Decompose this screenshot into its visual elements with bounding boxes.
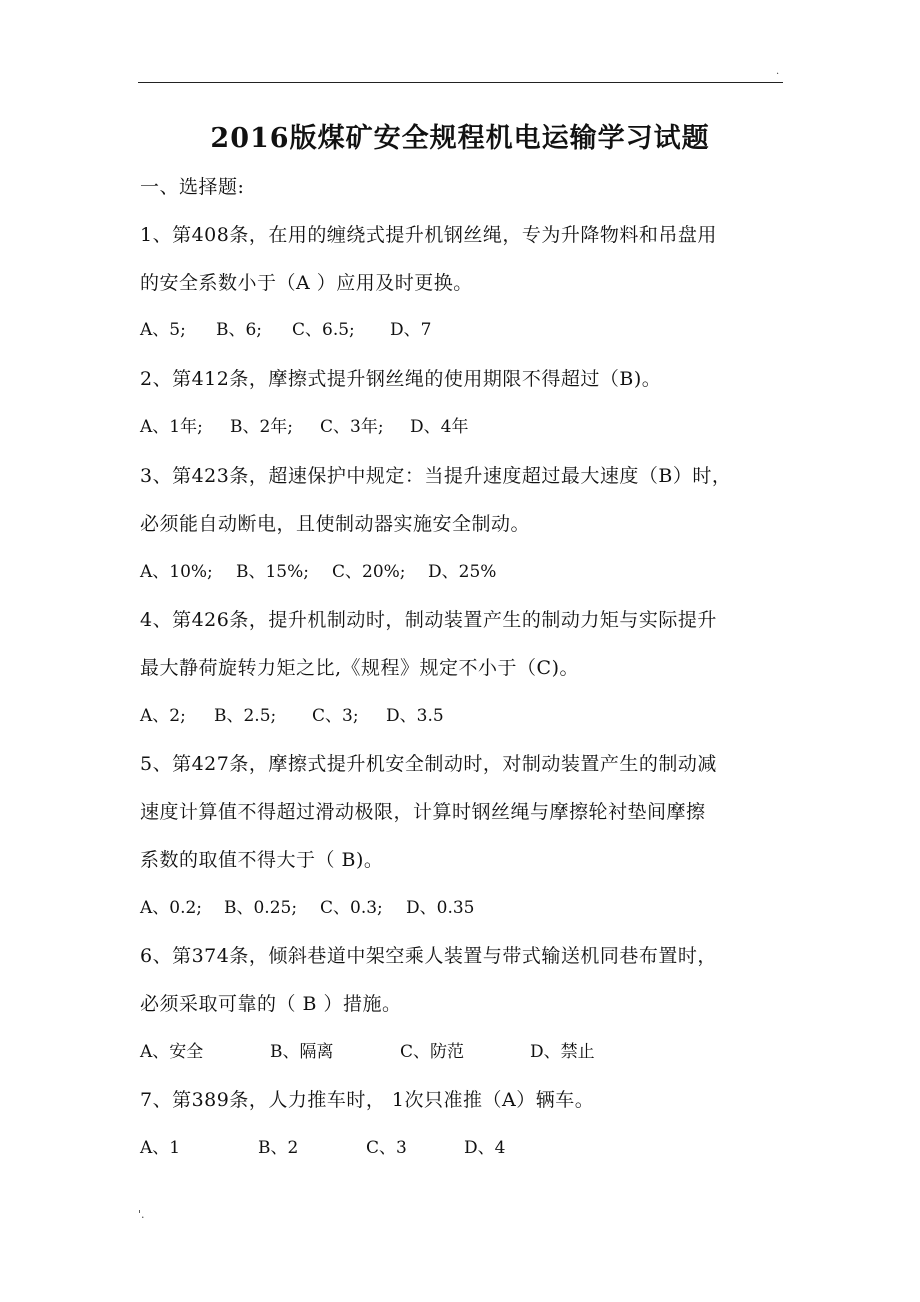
document-title: 2016版煤矿安全规程机电运输学习试题 [210,123,710,154]
question-1-line-2: 的安全系数小于（A ）应用及时更换。 [140,272,473,294]
question-5-options [140,895,474,921]
question-4-options [140,703,444,729]
header-rule [138,82,783,83]
option-b: B、6; [216,320,263,340]
option-b: B、15%; [236,562,310,582]
option-d: D、0.35 [406,898,475,918]
option-d: D、3.5 [386,706,444,726]
option-d: D、4年 [410,417,469,437]
question-6-line-2: 必须采取可靠的（ B ）措施。 [140,993,402,1015]
option-b: B、2 [258,1138,299,1158]
option-c: C、3年; [320,417,384,437]
option-b: B、0.25; [224,898,298,918]
footer-mark: '. [138,1208,145,1221]
question-1-options [140,317,431,343]
option-a: A、1 [140,1138,181,1158]
question-2-line-1: 2、第412条，摩擦式提升钢丝绳的使用期限不得超过（B)。 [140,368,662,390]
option-a: A、安全 [140,1042,204,1062]
question-3-line-1: 3、第423条，超速保护中规定：当提升速度超过最大速度（B）时， [140,465,732,487]
question-4-line-1: 4、第426条，提升机制动时，制动装置产生的制动力矩与实际提升 [140,609,717,631]
option-a: A、5; [140,320,186,340]
option-b: B、隔离 [270,1042,334,1062]
option-c: C、防范 [400,1042,465,1062]
option-b: B、2年; [230,417,294,437]
question-3-options [140,559,496,585]
option-a: A、10%; [140,562,213,582]
option-a: A、1年; [140,417,203,437]
question-6-line-1: 6、第374条，倾斜巷道中架空乘人装置与带式输送机同巷布置时， [140,945,717,967]
question-3-line-2: 必须能自动断电，且使制动器实施安全制动。 [140,513,531,535]
question-5-line-1: 5、第427条，摩擦式提升机安全制动时，对制动装置产生的制动减 [140,753,717,775]
question-7-options [140,1135,505,1161]
option-d: D、禁止 [530,1042,595,1062]
question-5-line-2: 速度计算值不得超过滑动极限，计算时钢丝绳与摩擦轮衬垫间摩擦 [140,801,706,823]
option-a: A、0.2; [140,898,203,918]
question-1-line-1: 1、第408条，在用的缠绕式提升机钢丝绳，专为升降物料和吊盘用 [140,224,717,246]
section-heading: 一、选择题: [140,176,245,198]
option-c: C、0.3; [320,898,383,918]
option-d: D、7 [390,320,432,340]
question-6-options [140,1039,595,1065]
option-c: C、3 [366,1138,407,1158]
question-7-line-1: 7、第389条，人力推车时， 1次只准推（A）辆车。 [140,1089,595,1111]
option-c: C、20%; [332,562,406,582]
question-4-line-2: 最大静荷旋转力矩之比,《规程》规定不小于（C)。 [140,657,579,679]
question-2-options [140,414,468,440]
option-c: C、6.5; [292,320,355,340]
option-d: D、25% [428,562,497,582]
header-mark: . [776,66,780,77]
option-b: B、2.5; [214,706,277,726]
option-d: D、4 [464,1138,506,1158]
option-a: A、2; [140,706,186,726]
option-c: C、3; [312,706,359,726]
question-5-line-3: 系数的取值不得大于（ B)。 [140,849,384,871]
